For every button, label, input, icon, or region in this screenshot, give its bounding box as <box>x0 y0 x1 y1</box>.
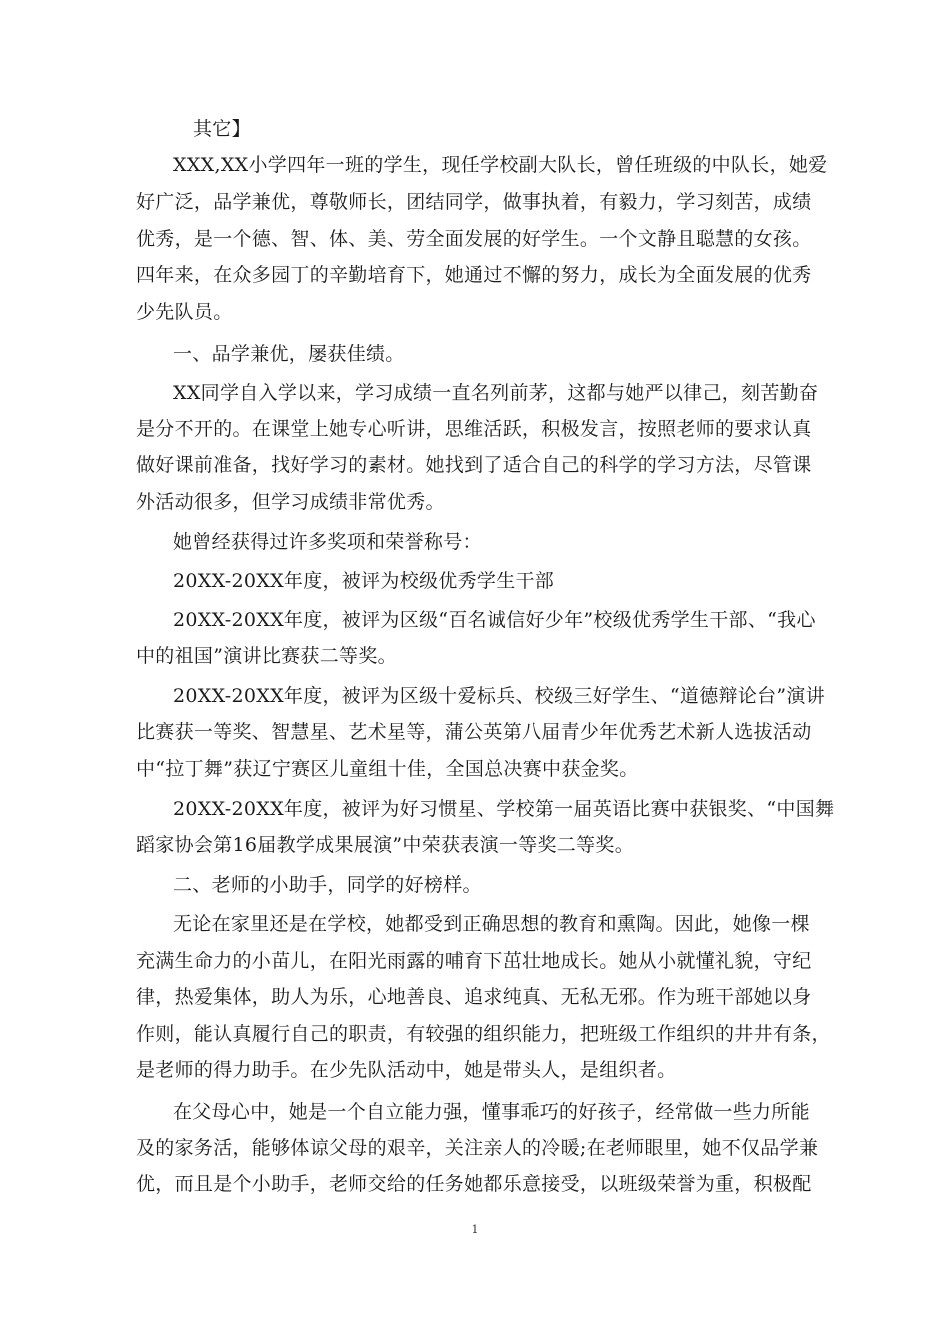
text-line: XX同学自入学以来，学习成绩一直名列前茅，这都与她严以律己，刻苦勤奋 <box>173 382 819 404</box>
text-line: 作则，能认真履行自己的职责，有较强的组织能力，把班级工作组织的井井有条， <box>136 1023 831 1045</box>
text-line: 其它】 <box>193 118 251 140</box>
text-line: 20XX-20XX年度，被评为好习惯星、学校第一届英语比赛中获银奖、“中国舞 <box>173 798 835 820</box>
text-line: XXX,XX小学四年一班的学生，现任学校副大队长，曾任班级的中队长，她爱 <box>173 154 828 176</box>
text-line: 是分不开的。在课堂上她专心听讲，思维活跃，积极发言，按照老师的要求认真 <box>136 418 812 440</box>
page-number: 1 <box>471 1223 479 1236</box>
text-line: 好广泛，品学兼优，尊敬师长，团结同学，做事执着，有毅力，学习刻苦，成绩 <box>136 191 812 213</box>
text-line: 20XX-20XX年度，被评为区级十爱标兵、校级三好学生、“道德辩论台”演讲 <box>173 685 826 707</box>
text-line: 律，热爱集体，助人为乐，心地善良、追求纯真、无私无邪。作为班干部她以身 <box>136 986 812 1008</box>
text-line: 四年来，在众多园丁的辛勤培育下，她通过不懈的努力，成长为全面发展的优秀 <box>136 264 812 286</box>
text-line: 在父母心中，她是一个自立能力强，懂事乖巧的好孩子，经常做一些力所能 <box>173 1101 810 1123</box>
text-line: 蹈家协会第16届教学成果展演”中荣获表演一等奖二等奖。 <box>136 834 634 856</box>
text-line: 无论在家里还是在学校，她都受到正确思想的教育和熏陶。因此，她像一棵 <box>173 913 810 935</box>
text-line: 中的祖国”演讲比赛获二等奖。 <box>136 645 397 667</box>
text-line: 充满生命力的小苗儿，在阳光雨露的哺育下茁壮地成长。她从小就懂礼貌，守纪 <box>136 950 812 972</box>
section-heading: 一、品学兼优，屡获佳绩。 <box>173 343 405 365</box>
text-line: 做好课前准备，找好学习的素材。她找到了适合自己的科学的学习方法，尽管课 <box>136 454 812 476</box>
text-line: 20XX-20XX年度，被评为校级优秀学生干部 <box>173 570 555 592</box>
section-heading: 二、老师的小助手，同学的好榜样。 <box>173 874 482 896</box>
text-line: 比赛获一等奖、智慧星、艺术星等，蒲公英第八届青少年优秀艺术新人选拔活动 <box>136 721 812 743</box>
text-line: 外活动很多，但学习成绩非常优秀。 <box>136 491 445 513</box>
text-line: 她曾经获得过许多奖项和荣誉称号： <box>173 531 482 553</box>
text-line: 及的家务活，能够体谅父母的艰辛，关注亲人的冷暖;在老师眼里，她不仅品学兼 <box>136 1137 819 1159</box>
text-line: 是老师的得力助手。在少先队活动中，她是带头人，是组织者。 <box>136 1059 677 1081</box>
text-line: 优，而且是个小助手，老师交给的任务她都乐意接受，以班级荣誉为重，积极配 <box>136 1173 812 1195</box>
text-line: 少先队员。 <box>136 301 233 323</box>
text-line: 20XX-20XX年度，被评为区级“百名诚信好少年”校级优秀学生干部、“我心 <box>173 609 816 631</box>
text-line: 优秀，是一个德、智、体、美、劳全面发展的好学生。一个文静且聪慧的女孩。 <box>136 228 812 250</box>
text-line: 中“拉丁舞”获辽宁赛区儿童组十佳，全国总决赛中获金奖。 <box>136 758 639 780</box>
